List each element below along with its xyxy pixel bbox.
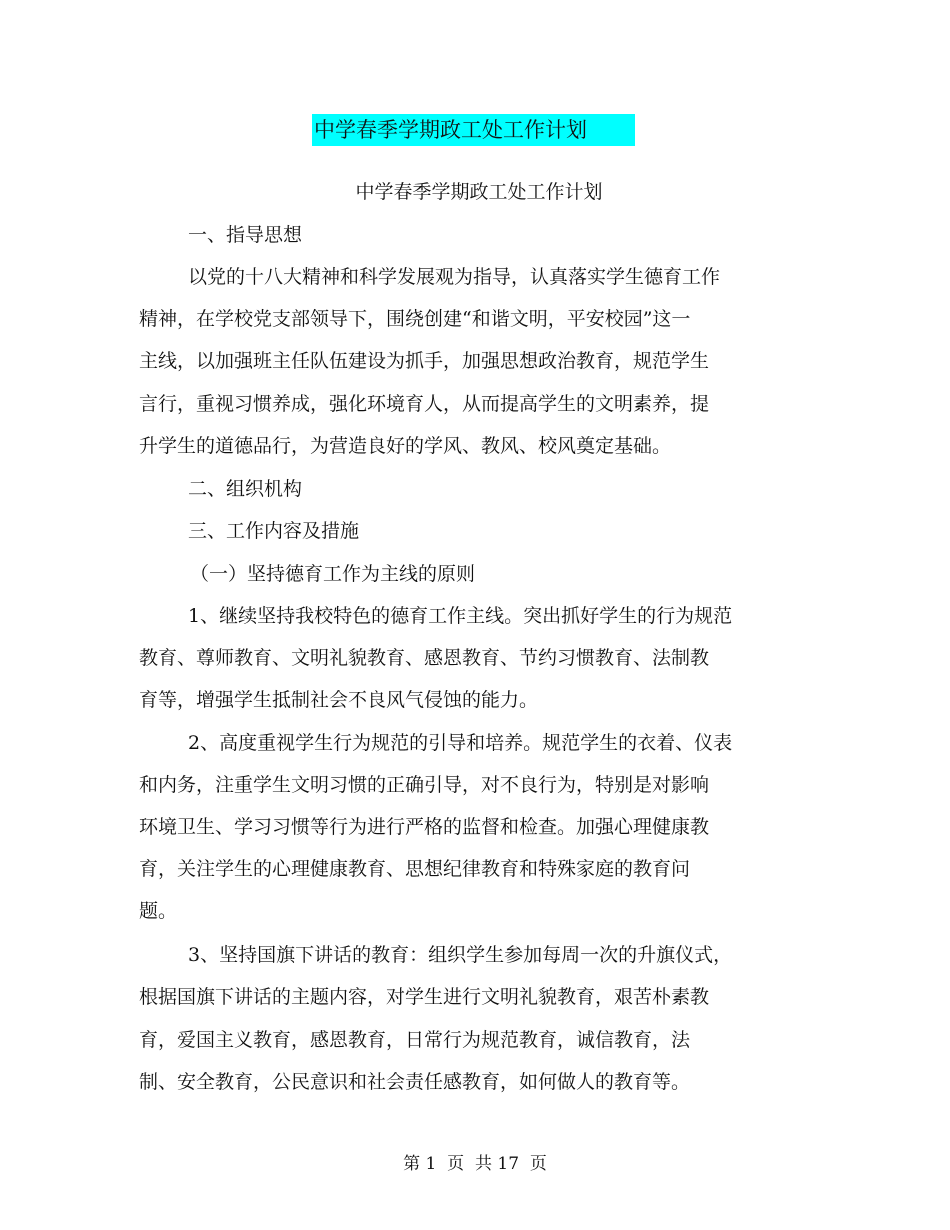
paragraph-line: 育，爱国主义教育，感恩教育，日常行为规范教育，诚信教育，法 xyxy=(139,1029,691,1051)
paragraph-line: 以党的十八大精神和科学发展观为指导，认真落实学生德育工作 xyxy=(188,266,721,288)
paragraph-line: 1、继续坚持我校特色的德育工作主线。突出抓好学生的行为规范 xyxy=(188,605,733,627)
section-heading-organization: 二、组织机构 xyxy=(188,478,303,500)
section-heading-guiding-ideology: 一、指导思想 xyxy=(188,224,303,246)
paragraph-line: 精神，在学校党支部领导下，围绕创建“和谐文明，平安校园”这一 xyxy=(139,308,691,330)
page-number-footer: 第 1 页 共 17 页 xyxy=(403,1154,547,1174)
paragraph-line: 育等，增强学生抵制社会不良风气侵蚀的能力。 xyxy=(139,689,539,711)
paragraph-line: 3、坚持国旗下讲话的教育：组织学生参加每周一次的升旗仪式， xyxy=(188,944,733,966)
paragraph-line: 2、高度重视学生行为规范的引导和培养。规范学生的衣着、仪表 xyxy=(188,732,733,754)
paragraph-line: 教育、尊师教育、文明礼貌教育、感恩教育、节约习惯教育、法制教 xyxy=(139,647,710,669)
paragraph-line: 育，关注学生的心理健康教育、思想纪律教育和特殊家庭的教育问 xyxy=(139,858,691,880)
subsection-heading: （一）坚持德育工作为主线的原则 xyxy=(190,563,476,585)
section-heading-work-content: 三、工作内容及措施 xyxy=(188,520,360,542)
paragraph-line: 升学生的道德品行，为营造良好的学风、教风、校风奠定基础。 xyxy=(139,435,672,457)
paragraph-line: 和内务，注重学生文明习惯的正确引导，对不良行为，特别是对影响 xyxy=(139,774,710,796)
highlighted-header-title: 中学春季学期政工处工作计划 xyxy=(312,114,635,146)
document-title: 中学春季学期政工处工作计划 xyxy=(355,181,603,203)
paragraph-line: 言行，重视习惯养成，强化环境育人，从而提高学生的文明素养，提 xyxy=(139,393,710,415)
paragraph-line: 环境卫生、学习习惯等行为进行严格的监督和检查。加强心理健康教 xyxy=(139,816,710,838)
paragraph-line: 根据国旗下讲话的主题内容，对学生进行文明礼貌教育，艰苦朴素教 xyxy=(139,986,710,1008)
paragraph-line: 主线，以加强班主任队伍建设为抓手，加强思想政治教育，规范学生 xyxy=(139,350,710,372)
paragraph-line: 制、安全教育，公民意识和社会责任感教育，如何做人的教育等。 xyxy=(139,1071,691,1093)
paragraph-line: 题。 xyxy=(139,900,178,922)
